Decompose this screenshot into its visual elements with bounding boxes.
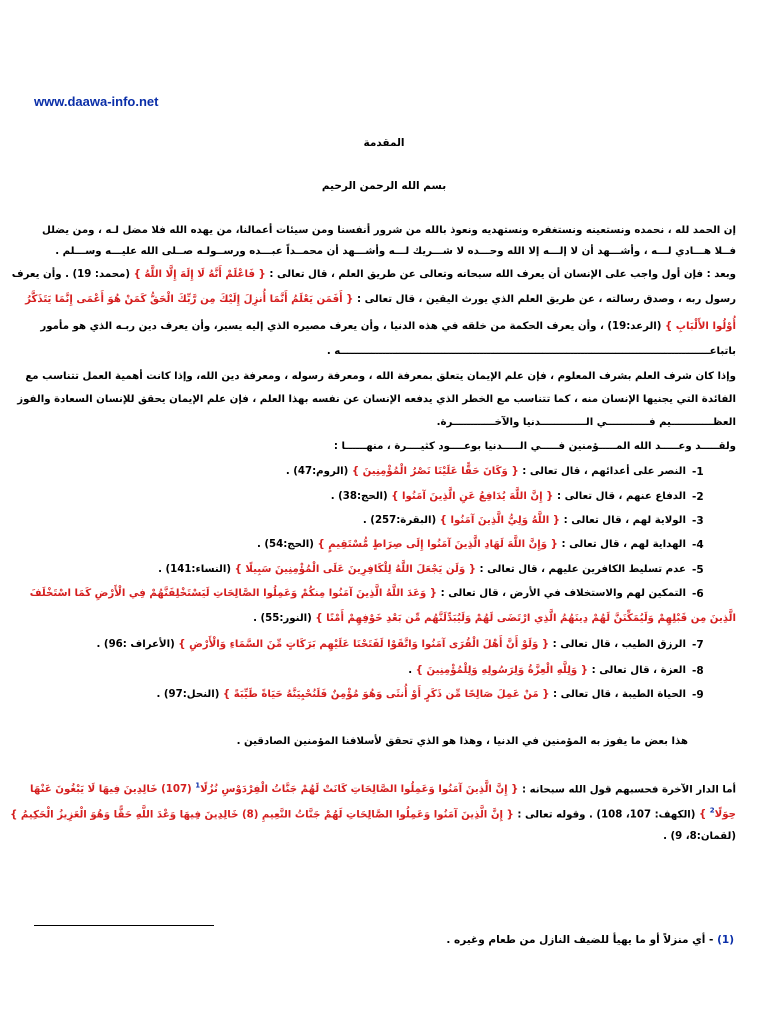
- list-item-reference: (الحج:38) .: [330, 491, 392, 502]
- list-item: [29, 587, 686, 601]
- para2-text: (الرعد:19) ، وأن يعرف الحكمة من خلقه في هذه الدنيا ، وأن يعرف مصيره الذي إليه يسير، وأن يعرف دين ربـه الذي هو مأمور: [40, 321, 665, 332]
- quran-verse: أُوْلُوا الأَلْبَابِ }: [665, 321, 736, 332]
- para4-text: (الكهف: 107، 108) . وقوله تعالى :: [513, 809, 699, 821]
- para2-text: رسول ربه ، وصدق رسالته ، عن طريق العلم الذي يورث اليقين ، قال تعالى :: [353, 294, 736, 305]
- list-item-reference: (النور:55) .: [253, 613, 316, 624]
- quran-verse: { مَنْ عَمِلَ صَالِحًا مِّن ذَكَرٍ أَوْ أُنثَى وَهُوَ مُؤْمِنٌ فَلَنُحْيِيَنَّهُ حَيَاةً طَيِّبَةً }: [222, 689, 550, 700]
- footnote: [446, 934, 734, 946]
- quran-verse-part: }: [698, 809, 710, 821]
- para3-line-4: ولقـــــد وعـــــد الله المـــــؤمنين فـــــي الـــــدنيا بوعــــود كثيــــرة ، منهــــــا :: [333, 441, 736, 452]
- para4-line-2: [10, 804, 736, 822]
- list-item-number: -1: [692, 466, 704, 478]
- list-item-number: -3: [692, 515, 704, 527]
- para4-line-1: [32, 779, 736, 797]
- para2-text: وبعد : فإن أول واجب على الإنسان أن يعرف الله سبحانه وتعالى عن طريق العلم ، قال تعالى :: [265, 269, 736, 280]
- list-item-text: الولاية لهم ، قال تعالى :: [560, 515, 686, 526]
- quran-verse: الَّذِينَ مِن قَبْلِهِمْ وَلَيُمَكِّنَنَّ لَهُمْ دِينَهُمُ الَّذِي ارْتَضَى لَهُمْ وَلَيُبَدِّلَنَّهُم مِّن بَعْدِ خَوْفِهِمْ أَمْنًا }: [315, 613, 736, 624]
- quran-verse: { وَكَانَ حَقًّا عَلَيْنَا نَصْرُ الْمُؤْمِنِينَ }: [351, 466, 519, 477]
- quran-verse: { وَلِلَّهِ الْعِزَّةُ وَلِرَسُولِهِ وَلِلْمُؤْمِنِينَ }: [415, 665, 589, 676]
- page-title: المقدمة: [363, 137, 405, 149]
- list-item-text: العزة ، قال تعالى :: [588, 665, 686, 676]
- list-item-number: -6: [692, 588, 704, 600]
- site-url-link[interactable]: www.daawa-info.net: [34, 94, 159, 109]
- footnote-mark: (1): [717, 934, 734, 946]
- intro-line-2: فــلا هـــادي لـــه ، وأشـــهد أن لا إلـــه إلا الله وحـــده لا شـــريك لـــه وأشـــهد أن محمــداً عبـــده ورســولـه صــلى الله عليـــه وســـلم .: [55, 246, 736, 257]
- list-item: [32, 538, 686, 552]
- para3-line-3: العظــــــــــــيم فــــــــــــي الـــــــــــــدنيا والآخــــــــــــرة.: [436, 417, 736, 428]
- quran-verse: { وَإِنَّ اللَّهَ لَهَادِ الَّذِينَ آمَنُوا إِلَى صِرَاطٍ مُّسْتَقِيمٍ }: [317, 539, 558, 550]
- list-item: [32, 514, 686, 528]
- quran-verse: { وَلَوْ أَنَّ أَهْلَ الْقُرَى آمَنُوا وَاتَّقَوْا لَفَتَحْنَا عَلَيْهِم بَرَكَاتٍ مِّنَ السَّمَاءِ وَالْأَرْضِ }: [178, 639, 550, 650]
- list-item-reference: .: [408, 665, 416, 676]
- quran-verse-part: { إِنَّ الَّذِينَ آمَنُوا وَعَمِلُوا الصَّالِحَاتِ كَانَتْ لَهُمْ جَنَّاتُ الْفِرْدَوْسِ نُزُلًا: [200, 784, 519, 796]
- para3-line-1: وإذا كان شرف العلم بشرف المعلوم ، فإن علم الإيمان يتعلق بمعرفة الله ، ومعرفة رسوله ، ومعرفة دين الله، وإذا كانت أهمية العمل تتناسب مع: [25, 371, 736, 382]
- quran-verse: { وَعَدَ اللَّهُ الَّذِينَ آمَنُوا مِنكُمْ وَعَمِلُوا الصَّالِحَاتِ لَيَسْتَخْلِفَنَّهُمْ فِي الْأَرْضِ كَمَا اسْتَخْلَفَ: [29, 588, 438, 599]
- list-item-reference: (الحج:54) .: [256, 539, 318, 550]
- list-item: [32, 465, 686, 479]
- list-item-number: -9: [692, 689, 704, 701]
- summary-line: هذا بعض ما يفوز به المؤمنين في الدنيا ، وهذا هو الذي تحقق لأسلافنا المؤمنين الصادقين .: [236, 736, 688, 747]
- list-item-text: الهداية لهم ، قال تعالى :: [557, 539, 686, 550]
- basmala-heading: بسم الله الرحمن الرحيم: [321, 180, 447, 192]
- list-item-reference: (الأعراف :96) .: [96, 639, 179, 650]
- quran-verse: { إِنَّ الَّذِينَ آمَنُوا وَعَمِلُوا الصَّالِحَاتِ لَهُمْ جَنَّاتُ النَّعِيمِ (8) خَالِدِينَ فِيهَا وَعْدَ اللَّهِ حَقًّا وَهُوَ الْعَزِيزُ الْحَكِيمُ }: [10, 809, 514, 821]
- list-item: [32, 563, 686, 577]
- para2-line-4: باتباعــــــــــــــــــــــــــــــــــــــــــــــــــــــــــــــــــــــــــــــــــــــــــــــــــــــــــه .: [326, 346, 736, 357]
- quran-verse-part: حِوَلًا: [714, 809, 736, 821]
- list-item-number: -5: [692, 564, 704, 576]
- list-item-text: الدفاع عنهم ، قال تعالى :: [553, 491, 686, 502]
- list-item: [32, 638, 686, 652]
- list-item-continuation: [32, 612, 736, 626]
- list-item-text: التمكين لهم والاستخلاف في الأرض ، قال تعالى :: [437, 588, 686, 599]
- list-item: [32, 688, 686, 702]
- quran-verse: { اللَّهُ وَلِيُّ الَّذِينَ آمَنُوا }: [439, 515, 561, 526]
- para4-text: أما الدار الآخرة فحسبهم قول الله سبحانه :: [518, 784, 736, 796]
- para2-reference: (محمد: 19) . وأن يعرف: [11, 269, 134, 280]
- intro-line-1: إن الحمد لله ، نحمده ونستعينه ونستغفره ونستهديه ونعوذ بالله من شرور أنفسنا ومن سيئات أعمالنا، من يهده الله فلا مضل لـه ، ومن يضلل: [41, 225, 736, 236]
- footnote-ref[interactable]: 1: [195, 782, 201, 790]
- quran-verse: { فَاعْلَمْ أَنَّهُ لَا إِلَهَ إِلَّا اللَّهُ }: [133, 269, 266, 280]
- list-item-text: الحياة الطيبة ، قال تعالى :: [549, 689, 686, 700]
- para2-line-3: [32, 320, 736, 334]
- quran-verse: { وَلَن يَجْعَلَ اللَّهُ لِلْكَافِرِينَ عَلَى الْمُؤْمِنِينَ سَبِيلًا }: [234, 564, 477, 575]
- list-item-text: الرزق الطيب ، قال تعالى :: [549, 639, 686, 650]
- footnote-ref[interactable]: 2: [709, 807, 715, 815]
- para4-line-3: (لقمان:8، 9) .: [663, 831, 736, 842]
- para3-line-2: الفائدة التي يجنيها الإنسان منه ، كما تتناسب مع الخطر الذي يدفعه الإنسان عن نفسه بهذا العلم ، فإن علم الإيمان يحقق للإنسان السعادة والفوز: [17, 394, 736, 405]
- list-item: [32, 664, 686, 678]
- list-item-reference: (الروم:47) .: [285, 466, 352, 477]
- list-item: [32, 490, 686, 504]
- list-item-text: عدم تسليط الكافرين عليهم ، قال تعالى :: [476, 564, 686, 575]
- list-item-reference: (النساء:141) .: [158, 564, 235, 575]
- footnote-text: - أي منزلاً أو ما يهيأ للضيف النازل من طعام وغيره .: [446, 934, 718, 946]
- footnote-divider: [34, 925, 214, 926]
- quran-verse-part: (107) خَالِدِينَ فِيهَا لَا يَبْغُونَ عَنْهَا: [30, 784, 196, 796]
- list-item-reference: (البقرة:257) .: [362, 515, 440, 526]
- para2-line-2: [25, 293, 736, 307]
- list-item-reference: (النحل:97) .: [156, 689, 223, 700]
- list-item-number: -4: [692, 539, 704, 551]
- list-item-number: -2: [692, 491, 704, 503]
- list-item-number: -7: [692, 639, 704, 651]
- quran-verse: { أَفَمَن يَعْلَمُ أَنَّمَا أُنزِلَ إِلَيْكَ مِن رَّبِّكَ الْحَقُّ كَمَنْ هُوَ أَعْمَى إِنَّمَا يَتَذَكَّرُ: [25, 294, 354, 305]
- quran-verse: [699, 809, 736, 820]
- list-item-text: النصر على أعدائهم ، قال تعالى :: [518, 466, 686, 477]
- list-item-number: -8: [692, 665, 704, 677]
- quran-verse: [30, 784, 518, 795]
- para2-line-1: [11, 268, 736, 282]
- quran-verse: { إِنَّ اللَّهَ يُدَافِعُ عَنِ الَّذِينَ آمَنُوا }: [391, 491, 554, 502]
